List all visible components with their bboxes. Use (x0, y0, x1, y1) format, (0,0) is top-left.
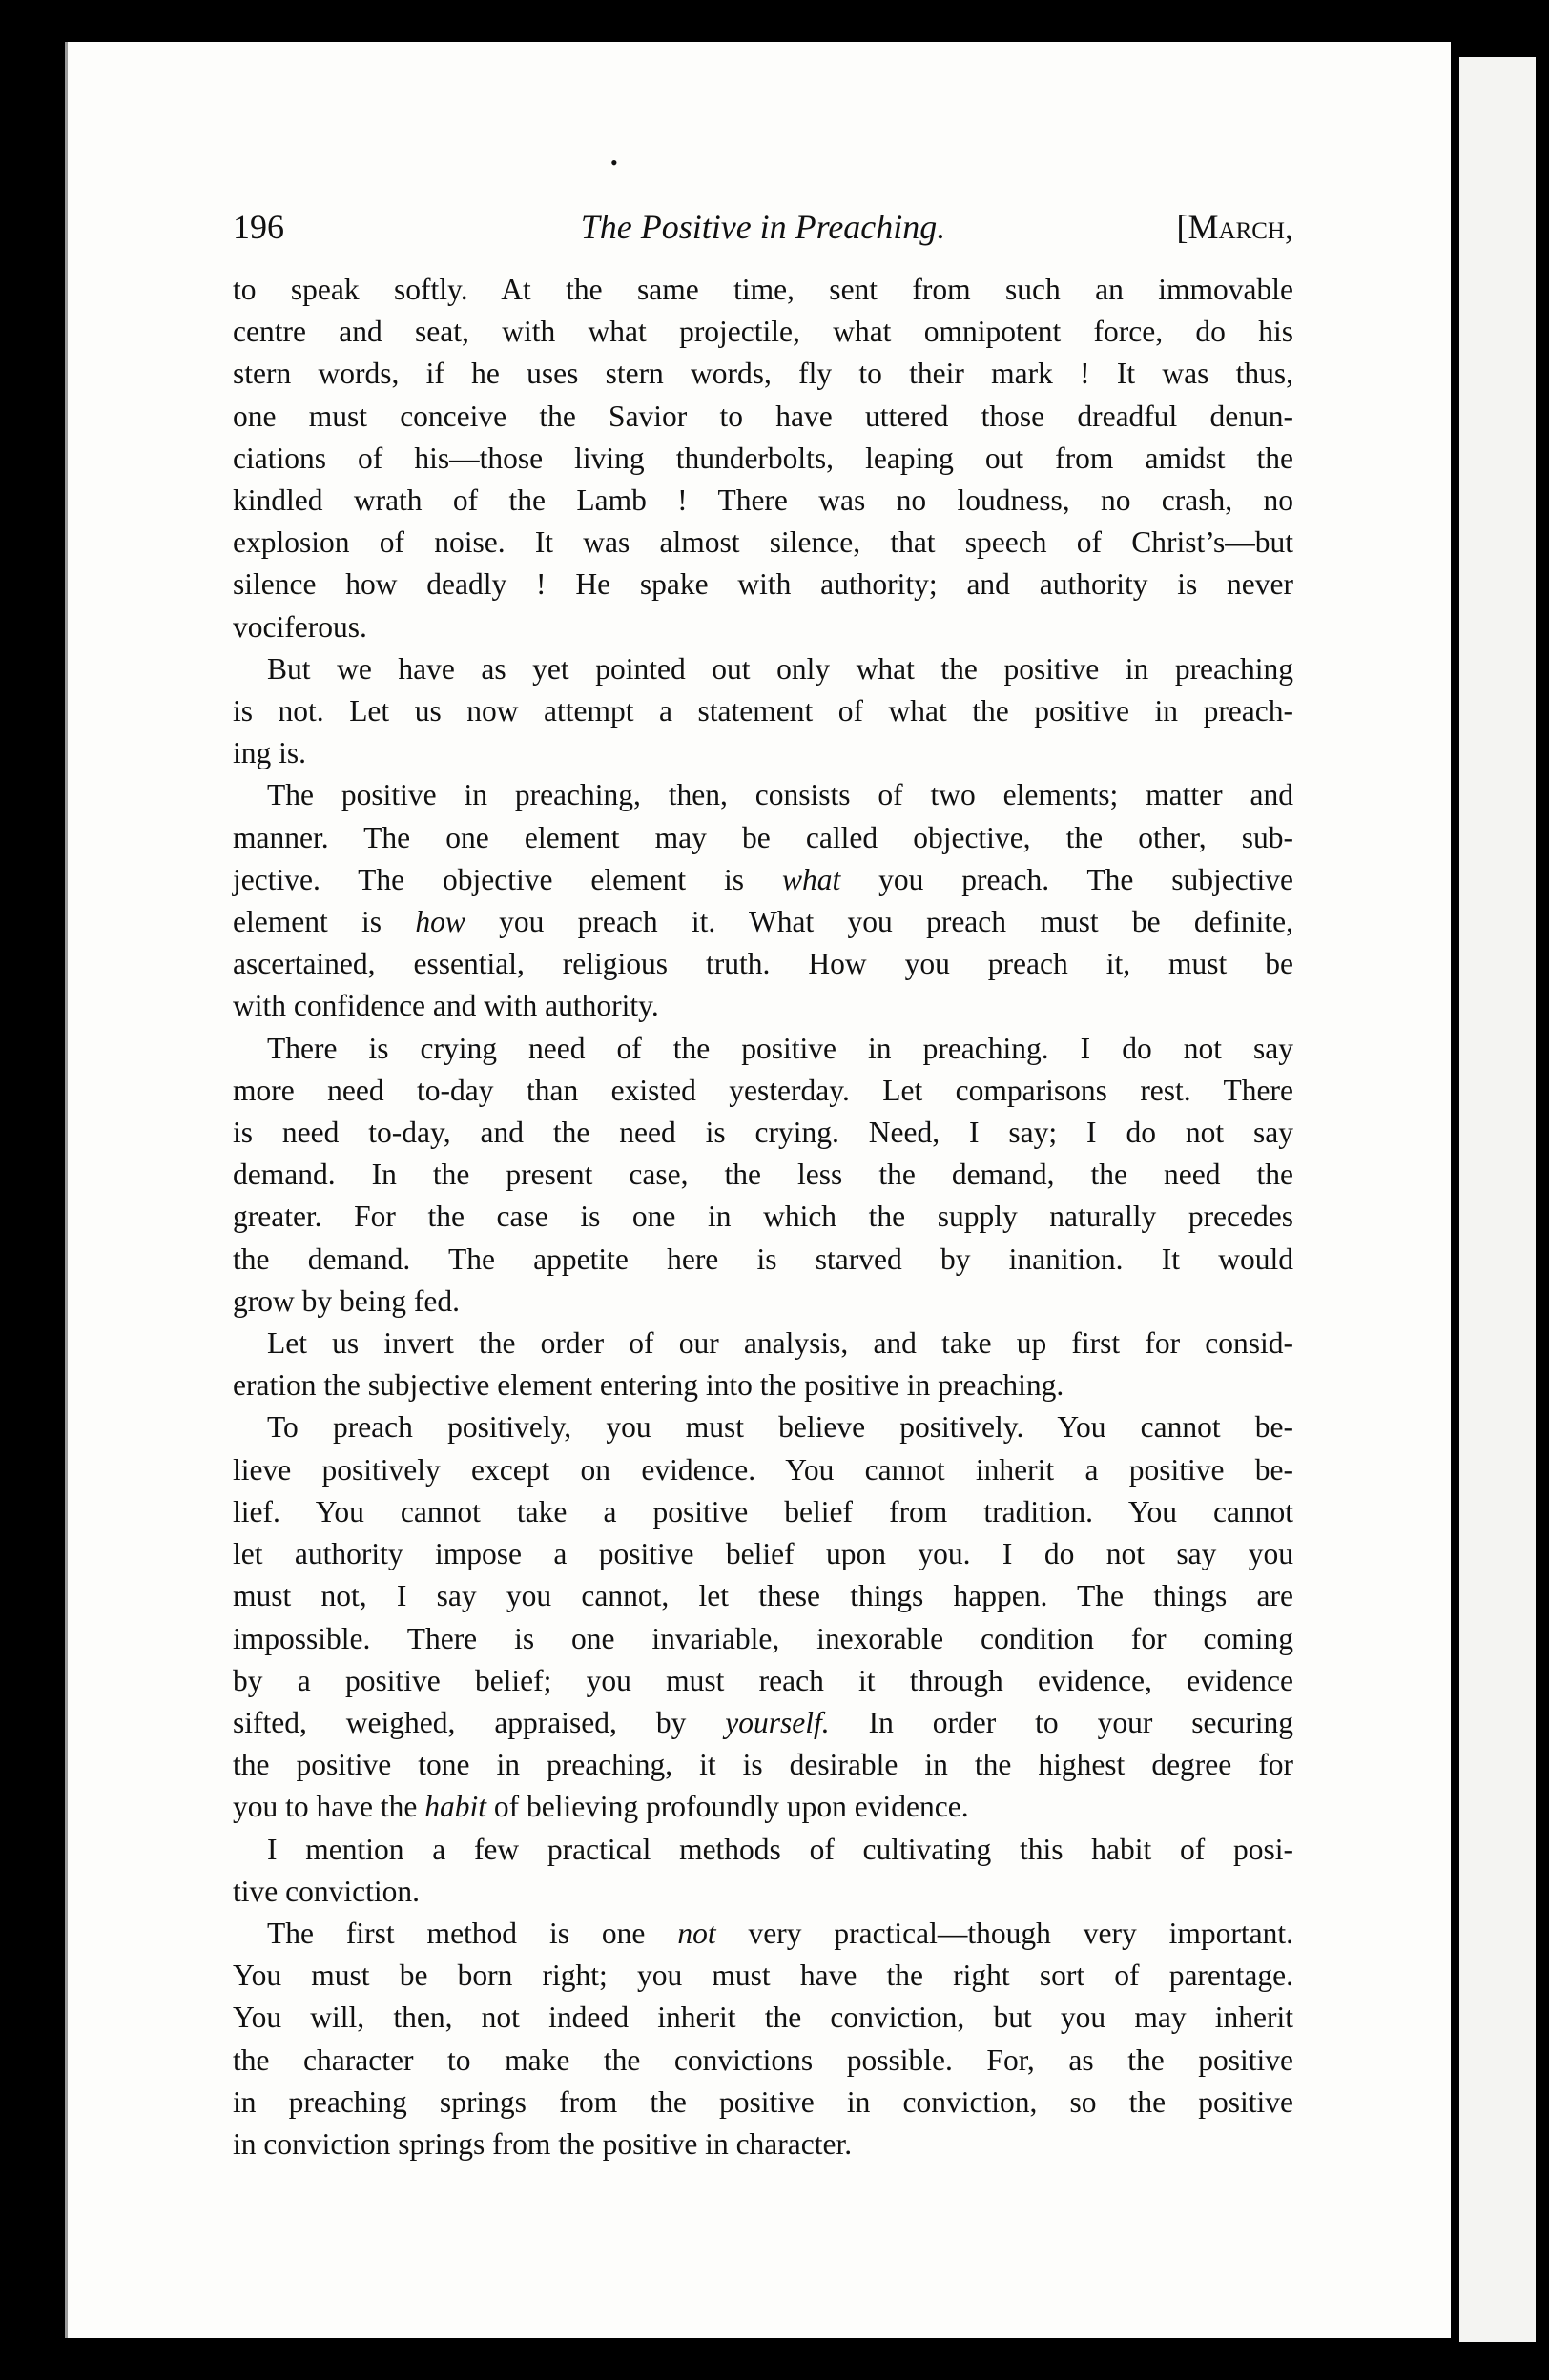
italic-word: habit (424, 1790, 486, 1824)
text-run: very practical—though very important. (715, 1916, 1293, 1950)
text-line: explosion of noise. It was almost silence, that speech of Christ’s—but (233, 525, 1293, 560)
text-line: You will, then, not indeed inherit the conviction, but you may inherit (233, 2000, 1293, 2035)
text-line (233, 859, 1293, 901)
text-run: sifted, weighed, appraised, by (233, 1705, 726, 1739)
text-line: To preach positively, you must believe positively. You cannot be- (267, 1410, 1293, 1445)
next-page-edge (1459, 57, 1536, 2342)
text-run: In order to your securing (829, 1705, 1293, 1739)
text-line: lieve positively except on evidence. You cannot inherit a positive be- (233, 1452, 1293, 1487)
text-line: the positive tone in preaching, it is desirable in the highest degree for (233, 1748, 1293, 1782)
text-run: you to have the (233, 1790, 425, 1824)
text-line: let authority impose a positive belief upon you. I do not say you (233, 1537, 1293, 1571)
text-line: to speak softly. At the same time, sent from such an immovable (233, 273, 1293, 306)
text-line: is not. Let us now attempt a statement of what the positive in preach- (233, 694, 1293, 728)
text-line: must not, I say you cannot, let these things happen. The things are (233, 1579, 1293, 1613)
text-line: in preaching springs from the positive in conviction, so the positive (233, 2084, 1293, 2119)
text-line (233, 1702, 1293, 1744)
text-run: of believing profoundly upon evidence. (485, 1790, 969, 1824)
text-line: centre and seat, with what projectile, what omnipotent force, do his (233, 315, 1293, 349)
text-line: the character to make the convictions possible. For, as the positive (233, 2042, 1293, 2077)
text-line: with confidence and with authority. (233, 989, 659, 1023)
italic-word: not (677, 1916, 716, 1950)
text-line: manner. The one element may be called objective, the other, sub- (233, 820, 1293, 854)
italic-word: what (781, 862, 841, 896)
text-line (233, 1786, 1293, 1828)
text-line: eration the subjective element entering into the positive in preaching. (233, 1368, 1064, 1403)
text-line: greater. For the case is one in which the supply naturally precedes (233, 1200, 1293, 1234)
running-date: [March, (1176, 208, 1293, 246)
text-line: by a positive belief; you must reach it through evidence, evidence (233, 1663, 1293, 1697)
text-line: You must be born right; you must have the right sort of parentage. (233, 1959, 1293, 1993)
text-line: kindled wrath of the Lamb ! There was no loudness, no crash, no (233, 483, 1293, 518)
text-line: ing is. (233, 736, 307, 770)
text-line (233, 901, 1293, 943)
italic-word: how (415, 905, 465, 939)
ink-mark: • (610, 151, 618, 174)
text-line: silence how deadly ! He spake with authority; and authority is never (233, 567, 1293, 602)
text-line: There is crying need of the positive in preaching. I do not say (267, 1031, 1293, 1065)
italic-word: yourself. (725, 1705, 830, 1739)
text-line: is need to-day, and the need is crying. Need, I say; I do not say (233, 1116, 1293, 1150)
text-run: The first method is one (267, 1916, 678, 1950)
text-line: ascertained, essential, religious truth. How you preach it, must be (233, 947, 1293, 981)
text-run: you preach. The subjective (840, 862, 1294, 896)
text-line: grow by being fed. (233, 1283, 460, 1318)
text-line (233, 1913, 1293, 1955)
body-text (233, 269, 1293, 2165)
text-line: tive conviction. (233, 1874, 420, 1908)
text-line: Let us invert the order of our analysis, and take up first for consid- (267, 1326, 1293, 1361)
text-line: vociferous. (233, 609, 367, 644)
text-line: The positive in preaching, then, consists of two elements; matter and (267, 778, 1293, 812)
text-line: impossible. There is one invariable, inexorable condition for coming (233, 1621, 1293, 1655)
text-line: I mention a few practical methods of cultivating this habit of posi- (267, 1832, 1293, 1866)
text-line: But we have as yet pointed out only what the positive in preaching (267, 651, 1293, 686)
text-line: the demand. The appetite here is starved by inanition. It would (233, 1241, 1293, 1276)
text-line: lief. You cannot take a positive belief from tradition. You cannot (233, 1494, 1293, 1529)
running-head (233, 198, 1293, 256)
text-run: element is (233, 905, 416, 939)
text-line: ciations of his—those living thunderbolts, leaping out from amidst the (233, 441, 1293, 475)
text-line: one must conceive the Savior to have uttered those dreadful denun- (233, 399, 1293, 433)
text-line: in conviction springs from the positive in character. (233, 2126, 853, 2161)
text-run: jective. The objective element is (233, 862, 782, 896)
text-run: you preach it. What you preach must be definite, (465, 905, 1293, 939)
page-number: 196 (233, 208, 284, 246)
text-line: demand. In the present case, the less the demand, the need the (233, 1158, 1293, 1192)
text-line: more need to-day than existed yesterday. Let comparisons rest. There (233, 1073, 1293, 1107)
text-line: stern words, if he uses stern words, fly to their mark ! It was thus, (233, 357, 1293, 391)
running-title: The Positive in Preaching. (580, 208, 946, 246)
